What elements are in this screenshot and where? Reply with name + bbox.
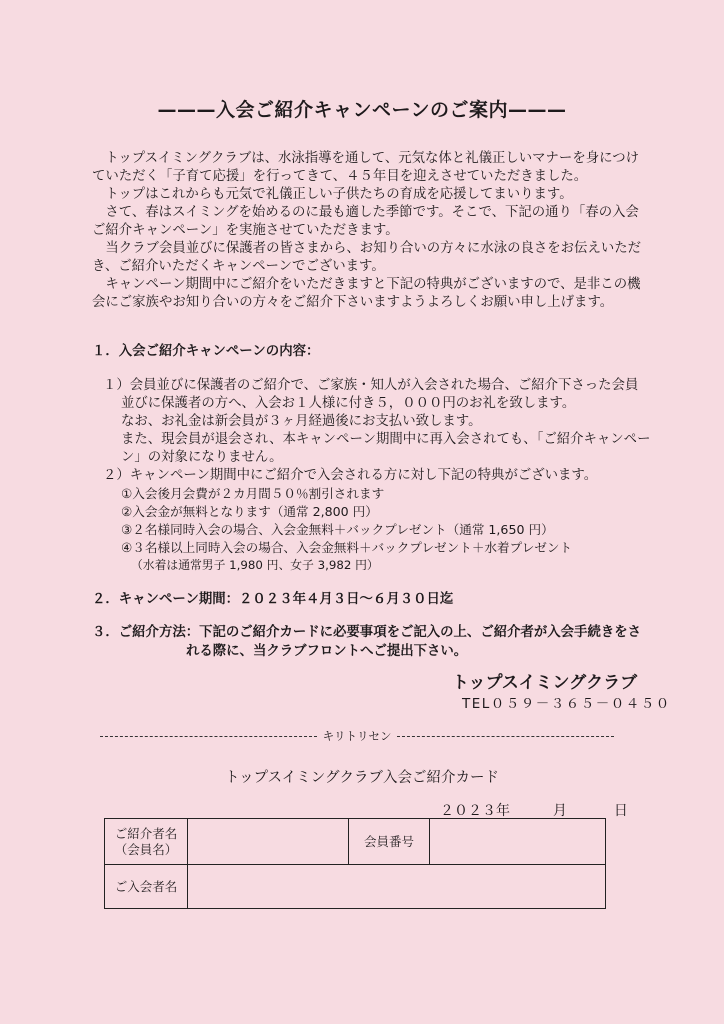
applicant-name-field[interactable] [188,865,606,909]
date-year: ２０２３年 [440,803,510,819]
intro-line: さて、春はスイミングを始めるのに最も適した季節です。そこで、下記の通り「春の入会 [92,205,639,220]
cut-dash-left [100,736,317,737]
club-phone: TEL０５９－３６５－０４５０ [462,696,671,712]
method-line: ３．ご紹介方法：下記のご紹介カードに必要事項をご記入の上、ご紹介者が入会手続きをさ [92,625,642,640]
benefit-item: ③２名様同時入会の場合、入会金無料＋バックプレゼント（通常 1,650 円） [121,522,554,537]
item1-line: また、現会員が退会され、本キャンペーン期間中に再入会されても、「ご紹介キャンペー [121,432,651,447]
date-day: 日 [613,803,628,819]
benefit-note: （水着は通常男子 1,980 円、女子 3,982 円） [131,558,379,572]
cut-label: キリトリセン [322,729,392,743]
intro-line: トップはこれからも元気で礼儀正しい子供たちの育成を応援してまいります。 [92,187,573,202]
intro-line: ご紹介キャンペーン」を実施させていただきます。 [92,223,399,238]
benefit-item: ④３名様以上同時入会の場合、入会金無料＋バックプレゼント＋水着プレゼント [121,540,573,555]
introducer-name-field[interactable] [188,819,349,865]
item1-line: なお、お礼金は新会員が３ヶ月経過後にお支払い致します。 [121,414,482,429]
applicant-label-cell [105,865,188,909]
cut-dash-right [397,736,614,737]
date-month: 月 [552,803,567,819]
item1-line: 並びに保護者の方へ、入会お１人様に付き５，０００円のお礼を致します。 [121,396,576,411]
intro-line: キャンペーン期間中にご紹介をいただきますと下記の特典がございますので、是非この機 [92,277,641,292]
method-line: れる際に、当クラブフロントへご提出下さい。 [186,644,468,659]
introducer-label: ご紹介者名 [114,825,178,841]
intro-line: トップスイミングクラブは、水泳指導を通して、元気な体と礼儀正しいマナーを身につけ [92,151,640,166]
member-number-field[interactable] [430,819,606,865]
introducer-sublabel: （会員名） [114,841,178,857]
benefit-item: ①入会後月会費が２カ月間５０％割引されます [121,486,385,501]
intro-line: ていただく「子育て応援」を行ってきて、４５年目を迎えさせていただきました。 [92,169,588,184]
item1-line: １）会員並びに保護者のご紹介で、ご家族・知人が入会された場合、ご紹介下さった会員 [103,378,639,393]
item1-line: ン」の対象になりません。 [121,450,283,465]
section1-item2: ２）キャンペーン期間中にご紹介で入会される方に対し下記の特典がございます。 [103,468,598,483]
club-name: トップスイミングクラブ [452,673,638,693]
referral-card-table [104,818,606,909]
section1-heading: １．入会ご紹介キャンペーンの内容： [92,344,320,359]
card-title: トップスイミングクラブ入会ご紹介カード [225,770,499,786]
intro-line: き、ご紹介いただくキャンペーンでございます。 [92,259,385,274]
campaign-period: ２．キャンペーン期間：２０２３年４月３日～６月３０日迄 [92,592,454,607]
page-title: ———入会ご紹介キャンペーンのご案内——— [157,99,567,121]
member-number-label: 会員番号 [363,833,414,849]
benefit-item: ②入会金が無料となります（通常 2,800 円） [121,504,378,519]
intro-line: 会にご家族やお知り合いの方々をご紹介下さいますようよろしくお願い申し上げます。 [92,295,614,310]
applicant-label: ご入会者名 [114,878,178,894]
introducer-label-cell [105,819,188,865]
cut-line [100,728,614,744]
intro-line: 当クラブ会員並びに保護者の皆さまから、お知り合いの方々に水泳の良さをお伝えいただ [92,241,642,256]
member-number-label-cell [349,819,430,865]
card-date [440,800,628,820]
